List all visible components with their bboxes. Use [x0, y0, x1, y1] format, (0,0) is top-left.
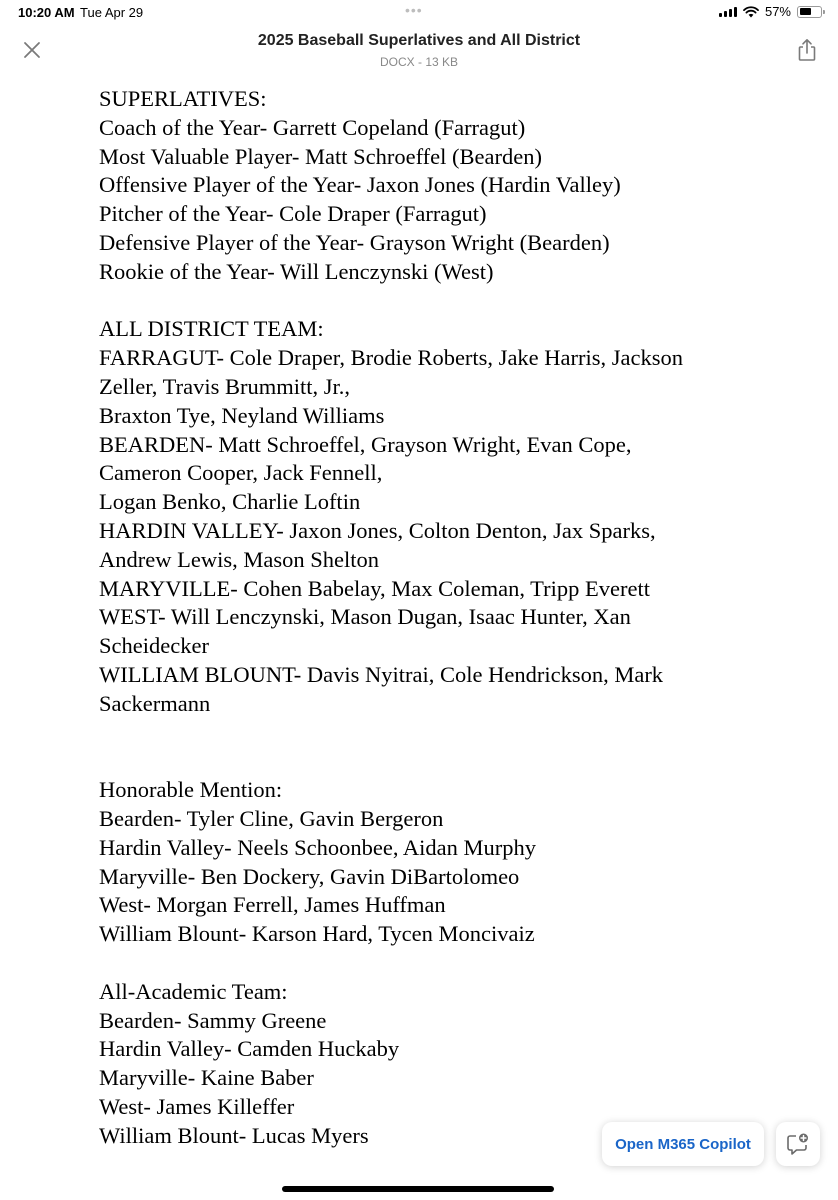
all-district-line: Logan Benko, Charlie Loftin — [99, 489, 361, 515]
all-district-line: MARYVILLE- Cohen Babelay, Max Coleman, Tripp Everett — [99, 575, 650, 601]
honorable-mention-line: West- Morgan Ferrell, James Huffman — [99, 892, 446, 918]
superlative-line: Rookie of the Year- Will Lenczynski (West) — [99, 258, 494, 284]
superlative-line: Coach of the Year- Garrett Copeland (Farragut) — [99, 114, 526, 140]
honorable-mention-line: Maryville- Ben Dockery, Gavin DiBartolomeo — [99, 863, 520, 889]
all-academic-line: William Blount- Lucas Myers — [99, 1122, 369, 1148]
all-district-line: HARDIN VALLEY- Jaxon Jones, Colton Denton, Jax Sparks, — [99, 517, 656, 543]
section-heading-honorable-mention: Honorable Mention: — [99, 777, 283, 803]
home-indicator[interactable] — [282, 1186, 554, 1192]
all-academic-line: West- James Killeffer — [99, 1093, 295, 1119]
document-subtitle: DOCX - 13 KB — [379, 55, 459, 69]
honorable-mention-line: William Blount- Karson Hard, Tycen Moncivaiz — [99, 921, 535, 947]
all-district-line: Braxton Tye, Neyland Williams — [99, 402, 385, 428]
document-body — [99, 85, 799, 1150]
all-district-line: FARRAGUT- Cole Draper, Brodie Roberts, Jake Harris, Jackson — [99, 345, 684, 371]
all-district-line: Andrew Lewis, Mason Shelton — [99, 546, 379, 572]
status-bar — [0, 0, 838, 26]
all-district-line: WILLIAM BLOUNT- Davis Nyitrai, Cole Hendrickson, Mark — [99, 661, 664, 687]
cellular-signal-icon — [719, 6, 737, 17]
status-time: 10:20 AM — [18, 5, 75, 20]
share-icon — [796, 38, 818, 62]
open-copilot-button[interactable]: Open M365 Copilot — [602, 1122, 764, 1166]
copilot-add-button[interactable] — [776, 1122, 820, 1166]
all-academic-line: Maryville- Kaine Baber — [99, 1065, 314, 1091]
all-district-line: Sackermann — [99, 690, 211, 716]
battery-percent: 57% — [764, 4, 791, 19]
all-district-line: BEARDEN- Matt Schroeffel, Grayson Wright, Evan Cope, — [99, 431, 632, 457]
all-district-line: Zeller, Travis Brummitt, Jr., — [99, 373, 350, 399]
all-academic-line: Hardin Valley- Camden Huckaby — [99, 1036, 400, 1062]
multitasking-dots-icon[interactable]: ••• — [405, 2, 423, 18]
all-district-line: Scheidecker — [99, 633, 209, 659]
all-district-line: WEST- Will Lenczynski, Mason Dugan, Isaac Hunter, Xan — [99, 604, 631, 630]
document-title: 2025 Baseball Superlatives and All District — [257, 32, 581, 49]
honorable-mention-line: Bearden- Tyler Cline, Gavin Bergeron — [99, 805, 444, 831]
superlative-line: Defensive Player of the Year- Grayson Wright (Bearden) — [99, 229, 610, 255]
all-district-line: Cameron Cooper, Jack Fennell, — [99, 460, 383, 486]
wifi-icon — [743, 6, 759, 18]
status-indicators — [719, 4, 822, 19]
battery-icon — [797, 6, 822, 18]
section-heading-all-district: ALL DISTRICT TEAM: — [99, 316, 324, 342]
share-button[interactable] — [792, 35, 822, 65]
status-date: Tue Apr 29 — [80, 5, 144, 20]
superlative-line: Offensive Player of the Year- Jaxon Jones (Hardin Valley) — [99, 172, 621, 198]
section-heading-all-academic: All-Academic Team: — [99, 978, 288, 1004]
superlative-line: Pitcher of the Year- Cole Draper (Farragut) — [99, 201, 487, 227]
honorable-mention-line: Hardin Valley- Neels Schoonbee, Aidan Murphy — [99, 834, 536, 860]
battery-fill — [800, 8, 811, 15]
section-heading-superlatives: SUPERLATIVES: — [99, 86, 267, 111]
superlative-line: Most Valuable Player- Matt Schroeffel (Bearden) — [99, 143, 542, 169]
document-header — [0, 26, 838, 74]
all-academic-line: Bearden- Sammy Greene — [99, 1007, 327, 1033]
copilot-add-icon — [786, 1133, 810, 1155]
